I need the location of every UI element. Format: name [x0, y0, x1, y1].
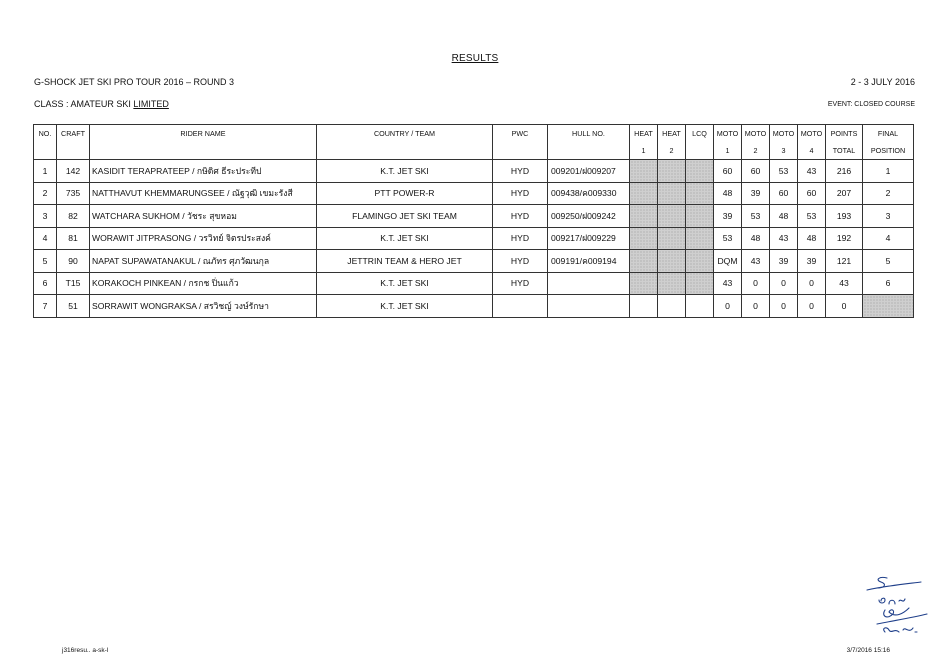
cell-heat2	[658, 182, 686, 205]
cell-heat1	[630, 227, 658, 250]
header-moto1: MOTO	[714, 125, 742, 143]
event-type: EVENT: CLOSED COURSE	[827, 101, 915, 108]
header-row	[34, 125, 914, 143]
cell-position: 2	[863, 182, 914, 205]
cell-heat1	[630, 160, 658, 183]
cell-moto3: 0	[770, 272, 798, 295]
cell-pwc: HYD	[493, 205, 548, 228]
header-heat2: HEAT	[658, 125, 686, 143]
cell-rider: SORRAWIT WONGRAKSA / สรวิชญ์ วงษ์รักษา	[90, 295, 317, 318]
header-pwc: PWC	[493, 125, 548, 143]
cell-craft: 735	[57, 182, 90, 205]
footer-timestamp: 3/7/2016 15:16	[846, 647, 890, 654]
header-craft: CRAFT	[57, 125, 90, 143]
header-moto4: MOTO	[798, 125, 826, 143]
header-no: NO.	[34, 125, 57, 143]
cell-craft: T15	[57, 272, 90, 295]
cell-moto1: 60	[714, 160, 742, 183]
cell-team: FLAMINGO JET SKI TEAM	[317, 205, 493, 228]
cell-pwc: HYD	[493, 250, 548, 273]
cell-heat2	[658, 227, 686, 250]
cell-hull	[548, 295, 630, 318]
cell-moto3: 48	[770, 205, 798, 228]
cell-moto1: 39	[714, 205, 742, 228]
cell-no: 2	[34, 182, 57, 205]
cell-moto4: 53	[798, 205, 826, 228]
cell-no: 1	[34, 160, 57, 183]
cell-craft: 51	[57, 295, 90, 318]
cell-moto2: 53	[742, 205, 770, 228]
cell-hull: 009438/ค009330	[548, 182, 630, 205]
cell-moto4: 0	[798, 272, 826, 295]
cell-moto1: 0	[714, 295, 742, 318]
cell-position: 6	[863, 272, 914, 295]
event-name: G-SHOCK JET SKI PRO TOUR 2016 – ROUND 3	[34, 77, 235, 87]
table-row	[34, 295, 914, 318]
cell-rider: KASIDIT TERAPRATEEP / กษิดิศ ธีระประทีป	[90, 160, 317, 183]
cell-total: 192	[826, 227, 863, 250]
cell-heat1	[630, 182, 658, 205]
cell-moto2: 43	[742, 250, 770, 273]
cell-moto2: 60	[742, 160, 770, 183]
cell-no: 6	[34, 272, 57, 295]
cell-craft: 90	[57, 250, 90, 273]
cell-moto4: 48	[798, 227, 826, 250]
cell-team: JETTRIN TEAM & HERO JET	[317, 250, 493, 273]
cell-team: K.T. JET SKI	[317, 272, 493, 295]
cell-total: 43	[826, 272, 863, 295]
cell-hull: 009250/ฝ009242	[548, 205, 630, 228]
cell-rider: WORAWIT JITPRASONG / วรวิทย์ จิตรประสงค์	[90, 227, 317, 250]
cell-position: 4	[863, 227, 914, 250]
cell-hull: 009191/ค009194	[548, 250, 630, 273]
cell-moto1: 53	[714, 227, 742, 250]
header-heat1: HEAT	[630, 125, 658, 143]
cell-team: K.T. JET SKI	[317, 160, 493, 183]
cell-pwc: HYD	[493, 160, 548, 183]
cell-moto4: 43	[798, 160, 826, 183]
cell-moto4: 0	[798, 295, 826, 318]
cell-moto4: 39	[798, 250, 826, 273]
table-row	[34, 182, 914, 205]
cell-heat1	[630, 250, 658, 273]
table-row	[34, 160, 914, 183]
cell-rider: WATCHARA SUKHOM / วัชระ สุขหอม	[90, 205, 317, 228]
table-row	[34, 250, 914, 273]
cell-lcq	[686, 227, 714, 250]
cell-total: 121	[826, 250, 863, 273]
cell-moto2: 0	[742, 272, 770, 295]
cell-heat2	[658, 295, 686, 318]
cell-pwc	[493, 295, 548, 318]
results-table	[33, 124, 914, 318]
cell-heat1	[630, 272, 658, 295]
cell-pwc: HYD	[493, 227, 548, 250]
header-heat2-number: 2	[658, 142, 686, 160]
cell-hull: 009201/ฝ009207	[548, 160, 630, 183]
cell-pwc: HYD	[493, 272, 548, 295]
cell-hull	[548, 272, 630, 295]
header-points: POINTS	[826, 125, 863, 143]
cell-total: 0	[826, 295, 863, 318]
header-points-total: TOTAL	[826, 142, 863, 160]
cell-moto2: 39	[742, 182, 770, 205]
table-row	[34, 205, 914, 228]
header-final-position: POSITION	[863, 142, 914, 160]
cell-moto3: 43	[770, 227, 798, 250]
cell-rider: NAPAT SUPAWATANAKUL / ณภัทร ศุภวัฒนกุล	[90, 250, 317, 273]
cell-moto2: 0	[742, 295, 770, 318]
cell-lcq	[686, 250, 714, 273]
cell-moto4: 60	[798, 182, 826, 205]
header-hull: HULL NO.	[548, 125, 630, 143]
cell-moto1: 48	[714, 182, 742, 205]
header-country-team: COUNTRY / TEAM	[317, 125, 493, 143]
footer-file-reference: j316resu.. a-sk-l	[62, 647, 109, 654]
cell-moto3: 53	[770, 160, 798, 183]
cell-no: 4	[34, 227, 57, 250]
cell-moto1: DQM	[714, 250, 742, 273]
cell-heat2	[658, 160, 686, 183]
cell-rider: KORAKOCH PINKEAN / กรกช ปิ่นแก้ว	[90, 272, 317, 295]
header-moto3-number: 3	[770, 142, 798, 160]
class-limited: LIMITED	[133, 99, 169, 109]
cell-no: 7	[34, 295, 57, 318]
cell-craft: 81	[57, 227, 90, 250]
cell-heat2	[658, 205, 686, 228]
header-heat1-number: 1	[630, 142, 658, 160]
cell-position	[863, 295, 914, 318]
cell-no: 3	[34, 205, 57, 228]
cell-heat2	[658, 272, 686, 295]
cell-lcq	[686, 272, 714, 295]
cell-rider: NATTHAVUT KHEMMARUNGSEE / ณัฐวุฒิ เขมะรังสี	[90, 182, 317, 205]
class-line	[34, 99, 169, 109]
cell-heat2	[658, 250, 686, 273]
cell-moto3: 60	[770, 182, 798, 205]
cell-hull: 009217/ฝ009229	[548, 227, 630, 250]
cell-moto1: 43	[714, 272, 742, 295]
cell-lcq	[686, 295, 714, 318]
cell-total: 193	[826, 205, 863, 228]
cell-heat1	[630, 295, 658, 318]
cell-heat1	[630, 205, 658, 228]
cell-total: 207	[826, 182, 863, 205]
event-date: 2 - 3 JULY 2016	[850, 77, 915, 87]
cell-position: 5	[863, 250, 914, 273]
cell-position: 3	[863, 205, 914, 228]
cell-no: 5	[34, 250, 57, 273]
header-moto4-number: 4	[798, 142, 826, 160]
cell-moto2: 48	[742, 227, 770, 250]
cell-lcq	[686, 160, 714, 183]
cell-craft: 142	[57, 160, 90, 183]
header-moto2-number: 2	[742, 142, 770, 160]
header-row-sub	[34, 142, 914, 160]
cell-team: K.T. JET SKI	[317, 227, 493, 250]
cell-moto3: 0	[770, 295, 798, 318]
header-moto2: MOTO	[742, 125, 770, 143]
page-title: RESULTS	[451, 53, 499, 64]
table-row	[34, 227, 914, 250]
table-row	[34, 272, 914, 295]
class-prefix: CLASS : AMATEUR SKI	[34, 99, 134, 109]
header-lcq: LCQ	[686, 125, 714, 143]
header-moto3: MOTO	[770, 125, 798, 143]
header-rider: RIDER NAME	[90, 125, 317, 143]
handwritten-signature	[855, 572, 935, 642]
cell-moto3: 39	[770, 250, 798, 273]
cell-position: 1	[863, 160, 914, 183]
cell-pwc: HYD	[493, 182, 548, 205]
header-moto1-number: 1	[714, 142, 742, 160]
header-final: FINAL	[863, 125, 914, 143]
cell-craft: 82	[57, 205, 90, 228]
cell-lcq	[686, 205, 714, 228]
cell-total: 216	[826, 160, 863, 183]
cell-team: PTT POWER-R	[317, 182, 493, 205]
cell-team: K.T. JET SKI	[317, 295, 493, 318]
cell-lcq	[686, 182, 714, 205]
